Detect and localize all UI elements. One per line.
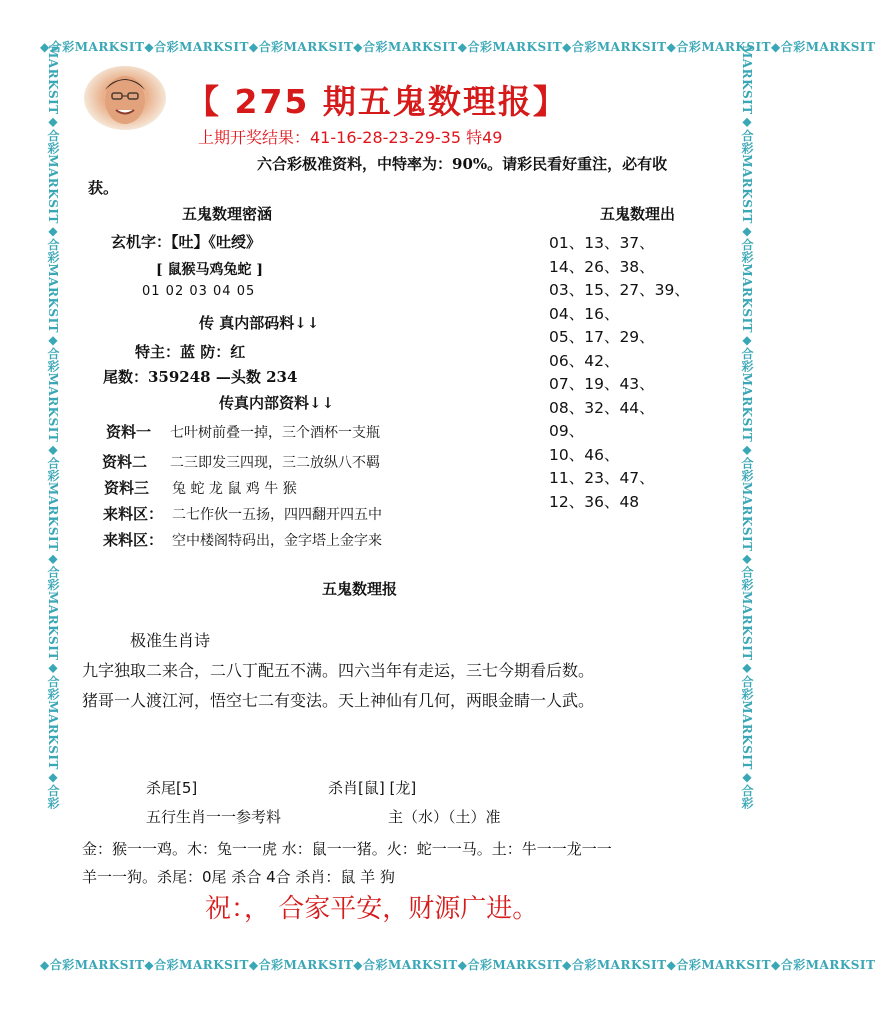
- intro-text-line-2: 获。: [88, 179, 119, 197]
- number-list: 01 02 03 04 05: [142, 284, 256, 299]
- data-row-text: 空中楼阁特码出，金字塔上金字来: [172, 533, 382, 549]
- fax-code-heading: 传 真内部码料↓↓: [199, 314, 320, 332]
- intro-text-line-1: 六合彩极准资料，中特率为：90%。请彩民看好重注，必有收: [257, 155, 668, 173]
- list-item: 12、36、48: [549, 492, 640, 511]
- data-row-label: 资料三: [104, 479, 150, 497]
- data-row-text: 兔 蛇 龙 鼠 鸡 牛 猴: [172, 481, 297, 497]
- border-bottom: ◆合彩MARKSIT◆合彩MARKSIT◆合彩MARKSIT◆合彩MARKSIT◆合彩MARKSIT◆合彩MARKSIT◆合彩MARKSIT◆合彩MARKSIT: [40, 958, 875, 972]
- left-section-heading: 五鬼数理密涵: [182, 205, 273, 223]
- list-item: 09、: [549, 422, 585, 440]
- kill-zodiac: 杀肖[鼠] [龙]: [328, 779, 417, 797]
- data-row-text: 二七作伙一五扬，四四翻开四五中: [172, 507, 382, 523]
- data-row-label: 资料二: [102, 453, 148, 471]
- border-right: [734, 45, 756, 965]
- list-item: 11、23、47、: [549, 469, 655, 487]
- section-title: 五鬼数理报: [322, 580, 398, 598]
- fax-data-heading: 传真内部资料↓↓: [219, 394, 335, 412]
- list-item: 10、46、: [549, 445, 620, 464]
- special-color-line: 特主：蓝 防：红: [135, 343, 246, 361]
- border-right-text: MARKSIT◆合彩MARKSIT◆合彩MARKSIT◆合彩MARKSIT◆合彩MARKSIT◆合彩MARKSIT◆合彩MARKSIT◆合彩: [740, 45, 754, 810]
- list-item: 04、16、: [549, 304, 620, 323]
- list-item: 08、32、44、: [549, 398, 655, 417]
- tail-head-numbers: 尾数：359248 —头数 234: [103, 368, 298, 386]
- data-row-label: 来料区：: [103, 531, 164, 549]
- list-item: 06、42、: [549, 351, 620, 370]
- elements-line-2: 羊一一狗。杀尾：0尾 杀合 4合 杀肖：鼠 羊 狗: [82, 868, 395, 886]
- list-item: 14、26、38、: [549, 257, 655, 276]
- data-row-text: 七叶树前叠一掉，三个酒杯一支瓶: [170, 425, 380, 441]
- data-row-text: 二三即发三四现，三二放纵八不羁: [170, 455, 380, 471]
- last-draw-result: 上期开奖结果：41-16-28-23-29-35 特49: [198, 128, 503, 147]
- list-item: 05、17、29、: [549, 328, 655, 346]
- poem-line-2: 猪哥一人渡江河，悟空七二有变法。天上神仙有几何，两眼金睛一人武。: [82, 691, 595, 710]
- border-left: [40, 45, 62, 965]
- poem-title: 极准生肖诗: [130, 631, 211, 650]
- list-item: 07、19、43、: [549, 375, 655, 393]
- portrait-photo: [84, 66, 166, 130]
- blessing-text: 祝：， 合家平安，财源广进。: [205, 894, 539, 924]
- list-item: 01、13、37、: [549, 234, 655, 252]
- main-elements: 主（水）（土）准: [388, 808, 501, 826]
- right-section-heading: 五鬼数理出: [600, 205, 676, 223]
- number-groups-list: [549, 232, 690, 514]
- data-row-label: 资料一: [106, 423, 152, 441]
- list-item: 03、15、27、39、: [549, 281, 690, 299]
- kill-tail: 杀尾[5]: [146, 779, 198, 797]
- zodiac-list: [ 鼠猴马鸡兔蛇 ]: [156, 262, 263, 278]
- border-top: ◆合彩MARKSIT◆合彩MARKSIT◆合彩MARKSIT◆合彩MARKSIT◆合彩MARKSIT◆合彩MARKSIT◆合彩MARKSIT◆合彩MARKSIT: [40, 40, 875, 54]
- border-left-text: MARKSIT◆合彩MARKSIT◆合彩MARKSIT◆合彩MARKSIT◆合彩MARKSIT◆合彩MARKSIT◆合彩MARKSIT◆合彩: [46, 45, 60, 810]
- five-elements-heading: 五行生肖一一参考料: [146, 808, 282, 826]
- elements-line-1: 金：猴一一鸡。木：兔一一虎 水：鼠一一猪。火：蛇一一马。土：牛一一龙一一: [82, 840, 612, 858]
- data-row-label: 来料区：: [103, 505, 164, 523]
- poem-line-1: 九字独取二来合，二八丁配五不满。四六当年有走运，三七今期看后数。: [82, 661, 595, 680]
- page-title: 【 275 期五鬼数理报】: [186, 82, 568, 121]
- man-portrait-icon: [84, 66, 166, 130]
- xuanji-clue: 玄机字：【吐】《吐绶》: [111, 233, 262, 251]
